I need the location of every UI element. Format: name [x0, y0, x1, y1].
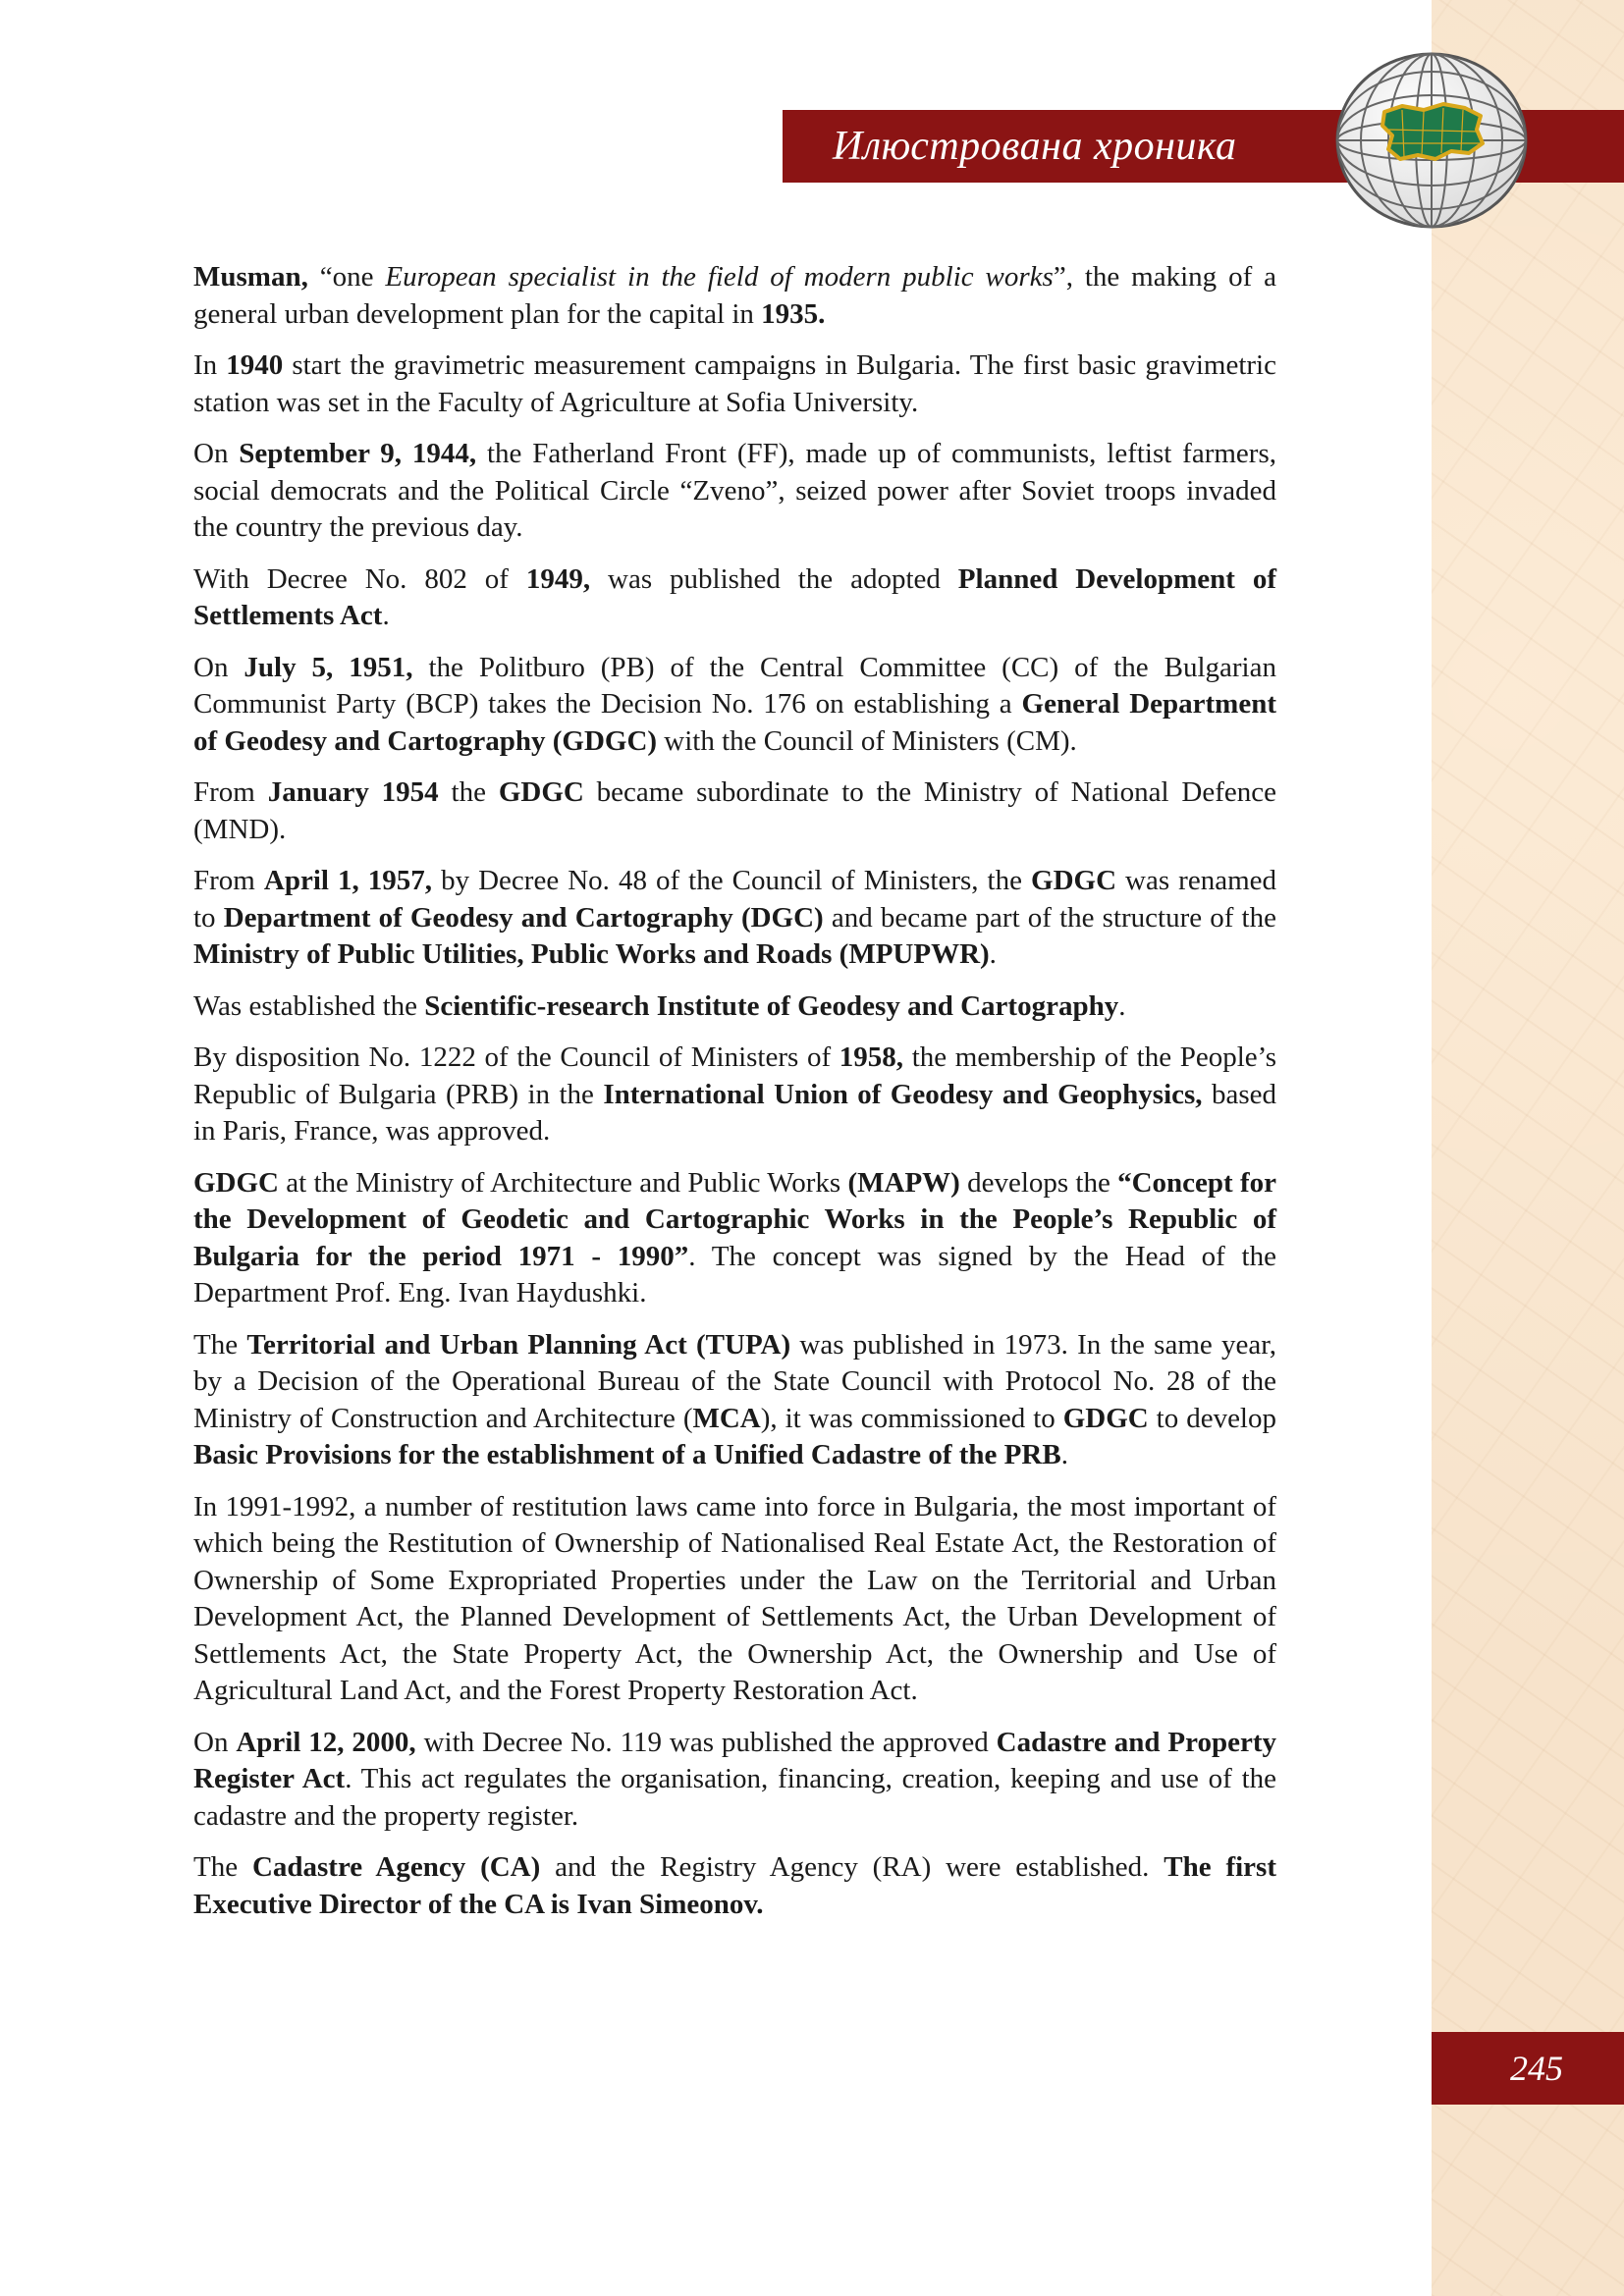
- text-run: From: [193, 865, 264, 896]
- text-run: . This act regulates the organisation, financing, creation, keeping and use of the cadastre and the property register.: [193, 1763, 1277, 1832]
- decorative-map-sidebar: [1432, 0, 1624, 2296]
- chronicle-paragraph: [193, 1849, 1276, 1923]
- chronicle-paragraph: [193, 259, 1276, 333]
- chronicle-paragraph: [193, 1489, 1276, 1710]
- chronicle-paragraph: [193, 1165, 1276, 1312]
- text-run: In 1991-1992, a number of restitution laws came into force in Bulgaria, the most important of which being the Restitution of Ownership of Nationalised Real Estate Act, the Restoration of Ownership of Some Expropriated Properties under the Law on the Territorial and Urban Development Act, the Planned Development of Settlements Act, the Urban Development of Settlements Act, the State Property Act, the Ownership Act, the Ownership and Use of Agricultural Land Act, and the Forest Property Restoration Act.: [193, 1490, 1276, 1706]
- text-run: the Politburo (PB) of the Central Committee (CC) of the Bulgarian Communist Party (BCP) takes the Decision No. 176 on establishing a: [193, 651, 1276, 720]
- chronicle-paragraph: [193, 774, 1276, 848]
- text-run: Planned Development of Settlements Act: [193, 562, 1277, 631]
- text-run: On: [193, 1726, 237, 1758]
- text-run: July 5, 1951,: [244, 651, 413, 683]
- text-run: Musman,: [193, 261, 308, 293]
- text-run: develops the: [959, 1166, 1118, 1199]
- text-run: “one: [307, 261, 386, 293]
- text-run: GDGC: [498, 776, 584, 808]
- text-run: International Union of Geodesy and Geophysics,: [603, 1078, 1203, 1110]
- chronicle-paragraph: [193, 436, 1276, 547]
- text-run: ), it was commissioned to: [760, 1402, 1063, 1434]
- text-run: January 1954: [267, 776, 439, 808]
- text-run: September 9, 1944,: [239, 438, 477, 469]
- text-run: Ministry of Public Utilities, Public Works and Roads (MPUPWR): [193, 938, 990, 970]
- text-run: 1940: [226, 349, 284, 381]
- text-run: With Decree No. 802 of: [193, 562, 526, 595]
- text-run: GDGC: [193, 1166, 279, 1199]
- text-run: Territorial and Urban Planning Act (TUPA): [246, 1328, 791, 1361]
- text-run: was published in 1973. In the same year, by a Decision of the Operational Bureau of the State Council with Protocol No. 28 of the Ministry of Construction and Architecture (: [193, 1328, 1276, 1434]
- text-run: Department of Geodesy and Cartography (DGC): [223, 901, 824, 934]
- chronicle-paragraph: [193, 863, 1276, 974]
- chronicle-paragraph: [193, 650, 1276, 761]
- text-run: MCA: [692, 1402, 761, 1434]
- text-run: was published the adopted: [590, 562, 958, 595]
- text-run: .: [989, 938, 997, 970]
- chronicle-text: [193, 259, 1276, 1938]
- text-run: at the Ministry of Architecture and Public Works: [279, 1166, 848, 1199]
- chronicle-paragraph: [193, 1327, 1276, 1474]
- text-run: became subordinate to the Ministry of National Defence (MND).: [193, 776, 1276, 845]
- text-run: 1935.: [761, 297, 826, 330]
- text-run: start the gravimetric measurement campaigns in Bulgaria. The first basic gravimetric station was set in the Faculty of Agriculture at Sofia University.: [193, 349, 1276, 418]
- text-run: The first Executive Director of the CA is Ivan Simeonov.: [193, 1851, 1276, 1920]
- text-run: by Decree No. 48 of the Council of Ministers, the: [432, 865, 1032, 896]
- text-run: Was established the: [193, 989, 425, 1022]
- text-run: On: [193, 651, 244, 683]
- chronicle-paragraph: [193, 1725, 1276, 1836]
- text-run: April 1, 1957,: [263, 865, 433, 896]
- text-run: .: [1060, 1439, 1068, 1470]
- text-run: the Fatherland Front (FF), made up of communists, leftist farmers, social democrats and the Political Circle “Zveno”, seized power after Soviet troops invaded the country the previous day.: [193, 438, 1276, 543]
- text-run: .: [382, 600, 390, 631]
- text-run: .: [1118, 989, 1126, 1022]
- text-run: . The concept was signed by the Head of the Department Prof. Eng. Ivan Haydushki.: [193, 1240, 1276, 1308]
- text-run: The: [193, 1851, 252, 1883]
- chronicle-paragraph: [193, 988, 1276, 1026]
- text-run: From: [193, 776, 268, 808]
- text-run: General Department of Geodesy and Cartography (GDGC): [193, 688, 1276, 757]
- text-run: In: [193, 349, 227, 381]
- text-run: “Concept for the Development of Geodetic and Cartographic Works in the People’s Republic of Bulgaria for the period 1971 - 1990”: [193, 1166, 1276, 1272]
- text-run: GDGC: [1062, 1402, 1149, 1434]
- text-run: On: [193, 438, 240, 469]
- text-run: the: [438, 776, 499, 808]
- text-run: the membership of the People’s Republic of Bulgaria (PRB) in the: [193, 1041, 1276, 1110]
- text-run: 1958,: [839, 1041, 904, 1073]
- text-run: with Decree No. 119 was published the approved: [415, 1726, 997, 1758]
- globe-logo-icon: [1333, 51, 1530, 230]
- text-run: and became part of the structure of the: [823, 901, 1276, 934]
- text-run: European specialist in the field of modern public works: [385, 261, 1054, 293]
- text-run: By disposition No. 1222 of the Council of Ministers of: [193, 1041, 839, 1073]
- text-run: GDGC: [1031, 865, 1117, 896]
- page-number: 245: [1510, 2049, 1563, 2088]
- text-run: Cadastre Agency (CA): [251, 1851, 541, 1883]
- text-run: 1949,: [525, 562, 591, 595]
- text-run: to develop: [1148, 1402, 1276, 1434]
- chronicle-paragraph: [193, 561, 1276, 635]
- text-run: based in Paris, France, was approved.: [193, 1078, 1276, 1147]
- text-run: ”, the making of a general urban development plan for the capital in: [193, 261, 1276, 330]
- text-run: (MAPW): [847, 1166, 960, 1199]
- text-run: with the Council of Ministers (CM).: [657, 724, 1077, 757]
- text-run: Scientific-research Institute of Geodesy and Cartography: [424, 989, 1119, 1022]
- chronicle-paragraph: [193, 347, 1276, 421]
- page-header-title: Илюстрована хроника: [833, 124, 1237, 169]
- text-run: The: [193, 1328, 247, 1361]
- text-run: Basic Provisions for the establishment of a Unified Cadastre of the PRB: [193, 1439, 1061, 1470]
- text-run: April 12, 2000,: [236, 1726, 416, 1758]
- text-run: and the Registry Agency (RA) were established.: [540, 1851, 1164, 1883]
- text-run: Cadastre and Property Register Act: [193, 1726, 1276, 1794]
- chronicle-paragraph: [193, 1040, 1276, 1150]
- text-run: was renamed to: [193, 865, 1277, 934]
